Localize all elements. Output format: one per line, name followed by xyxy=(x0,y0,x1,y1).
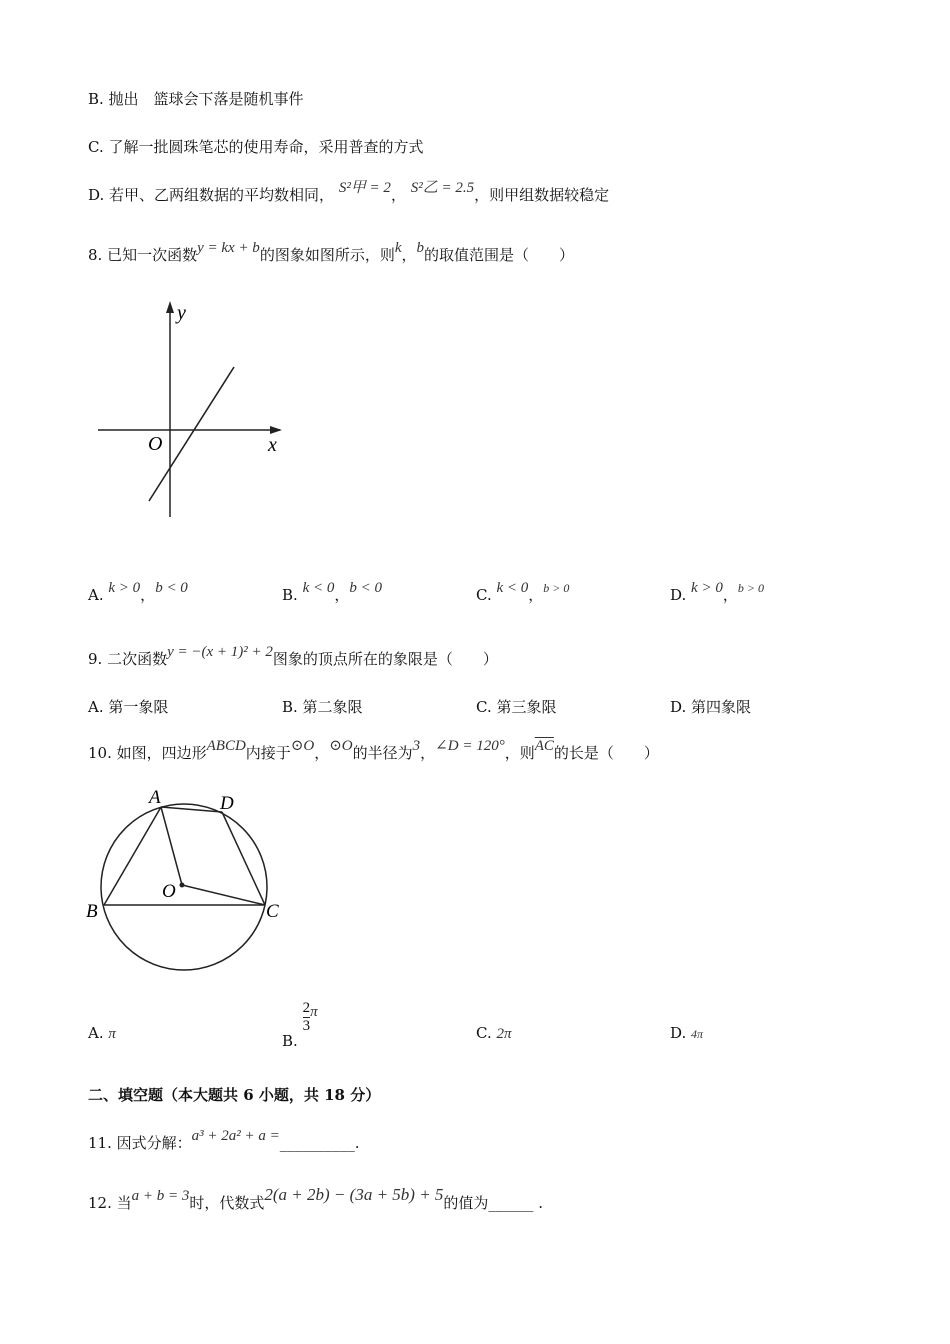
q10-t2: ， xyxy=(314,744,330,762)
q9-option-c: C. 第三象限 xyxy=(476,698,557,716)
q8-mid: 的图象如图所示，则 xyxy=(259,246,395,264)
q8-stem xyxy=(88,240,575,265)
q10-t5: ，则 xyxy=(504,744,535,762)
q7-option-b: B. 抛出 篮球会下落是随机事件 xyxy=(88,90,304,108)
q10-option-c xyxy=(476,1024,512,1043)
q10-label-c: C xyxy=(266,901,279,922)
q10-circle-1: ⊙O xyxy=(290,738,315,754)
q10-option-b xyxy=(282,1000,318,1050)
q8-x-arrow xyxy=(270,426,282,434)
q10-t1: 内接于 xyxy=(245,744,291,762)
q10-option-d-label: D. xyxy=(670,1024,687,1042)
q10-radius: 3 xyxy=(412,738,421,754)
q8-option-b-c2: b < 0 xyxy=(349,580,382,596)
q10-option-b-pi: π xyxy=(310,1003,318,1020)
q12-stem xyxy=(88,1185,543,1213)
q10-t4: ， xyxy=(420,744,436,762)
q12-expression: 2(a + 2b) − (3a + 5b) + 5 xyxy=(264,1185,444,1204)
q8-option-b: B. k < 0，b < 0 xyxy=(282,580,382,604)
q8-b: b xyxy=(416,240,425,256)
q10-option-a-label: A. xyxy=(88,1024,104,1042)
q8-option-c-label: C. xyxy=(476,586,492,604)
q8-k: k xyxy=(394,240,402,256)
q12-condition: a + b = 3 xyxy=(131,1188,190,1204)
q10-radius-oc xyxy=(182,885,265,905)
q8-option-b-label: B. xyxy=(282,586,298,604)
q10-stem xyxy=(88,738,659,763)
q7-variance-a: S²甲 = 2 xyxy=(338,180,391,196)
q7-option-d-prefix: D. 若甲、乙两组数据的平均数相同， xyxy=(88,186,335,204)
q7-option-c: C. 了解一批圆珠笔芯的使用寿命，采用普查的方式 xyxy=(88,138,424,156)
q8-option-a-c2: b < 0 xyxy=(155,580,188,596)
q9-end: 图象的顶点所在的象限是（ ） xyxy=(272,650,498,668)
q10-angle: ∠D = 120° xyxy=(435,738,505,754)
q8-graph xyxy=(90,295,300,525)
q9-number: 9. 二次函数 xyxy=(88,650,168,668)
q8-origin-label: O xyxy=(148,433,163,455)
q11-expression: a³ + 2a² + a = xyxy=(191,1128,280,1144)
q7-option-d-suffix: ，则甲组数据较稳定 xyxy=(474,186,610,204)
q11-blank: __________. xyxy=(279,1134,360,1152)
q10-option-d xyxy=(670,1024,703,1042)
q8-option-a-c1: k > 0 xyxy=(108,580,141,596)
q8-option-d-c2: b > 0 xyxy=(737,581,764,595)
q10-option-b-label: B. xyxy=(282,1031,298,1050)
q8-y-arrow xyxy=(166,301,174,313)
q10-t3: 的半径为 xyxy=(352,744,413,762)
q10-center-dot xyxy=(180,883,185,888)
q8-option-c: C. k < 0，$^{b > 0}$ xyxy=(476,580,570,604)
q10-side-dc xyxy=(222,812,265,905)
q10-radius-oa xyxy=(161,807,182,885)
q8-number: 8. 已知一次函数 xyxy=(88,246,198,264)
q10-quad: ABCD xyxy=(206,738,246,754)
q8-option-a: A. k > 0，b < 0 xyxy=(88,580,188,604)
q8-option-a-label: A. xyxy=(88,586,104,604)
q8-option-b-c1: k < 0 xyxy=(302,580,335,596)
q9-function: y = −(x + 1)² + 2 xyxy=(167,644,273,660)
q7-option-d xyxy=(88,180,610,205)
q9-option-d: D. 第四象限 xyxy=(670,698,752,716)
q12-number: 12. 当 xyxy=(88,1194,132,1212)
q10-option-b-numerator: 2 xyxy=(302,1000,311,1016)
q10-figure xyxy=(84,785,294,980)
section-2-heading: 二、填空题（本大题共 6 小题，共 18 分） xyxy=(88,1086,381,1104)
q10-option-a xyxy=(88,1024,116,1043)
q10-label-b: B xyxy=(86,901,98,922)
q8-option-d: D. k > 0，$^{b > 0}$ xyxy=(670,580,764,604)
q8-y-label: y xyxy=(177,302,186,324)
q10-label-a: A xyxy=(149,787,161,808)
q10-arc: $\overline{AC}$ xyxy=(534,738,554,754)
q8-x-label: x xyxy=(268,434,277,456)
q9-option-b: B. 第二象限 xyxy=(282,698,363,716)
q10-option-a-value: π xyxy=(108,1026,116,1042)
q10-label-d: D xyxy=(220,793,234,814)
q10-circle xyxy=(101,804,267,970)
q10-end: 的长是（ ） xyxy=(553,744,659,762)
q8-option-d-c1: k > 0 xyxy=(691,580,723,596)
q7-variance-b: S²乙 = 2.5 xyxy=(410,180,475,196)
q8-option-c-c1: k < 0 xyxy=(496,580,529,596)
q8-end: 的取值范围是（ ） xyxy=(424,246,575,264)
q10-option-b-denominator: 3 xyxy=(302,1018,311,1034)
q9-option-a: A. 第一象限 xyxy=(88,698,169,716)
q11-number: 11. 因式分解： xyxy=(88,1134,192,1152)
q10-circle-2: ⊙O xyxy=(329,738,353,754)
q8-option-d-label: D. xyxy=(670,586,687,604)
q8-function: y = kx + b xyxy=(197,240,260,256)
q10-option-b-fraction xyxy=(303,1000,311,1035)
q10-option-d-value: 4π xyxy=(691,1027,704,1041)
q12-t1: 时，代数式 xyxy=(189,1194,265,1212)
q10-option-c-label: C. xyxy=(476,1024,492,1042)
q10-option-c-value: 2π xyxy=(496,1026,512,1042)
q8-option-c-c2: b > 0 xyxy=(543,581,570,595)
q12-end: 的值为______ . xyxy=(443,1194,543,1212)
q10-label-o: O xyxy=(162,881,176,902)
q11-stem xyxy=(88,1128,360,1153)
q10-number: 10. 如图，四边形 xyxy=(88,744,207,762)
q9-stem xyxy=(88,644,498,669)
q8-comma: ， xyxy=(401,246,417,264)
q7-option-d-sep: ， xyxy=(390,186,406,204)
